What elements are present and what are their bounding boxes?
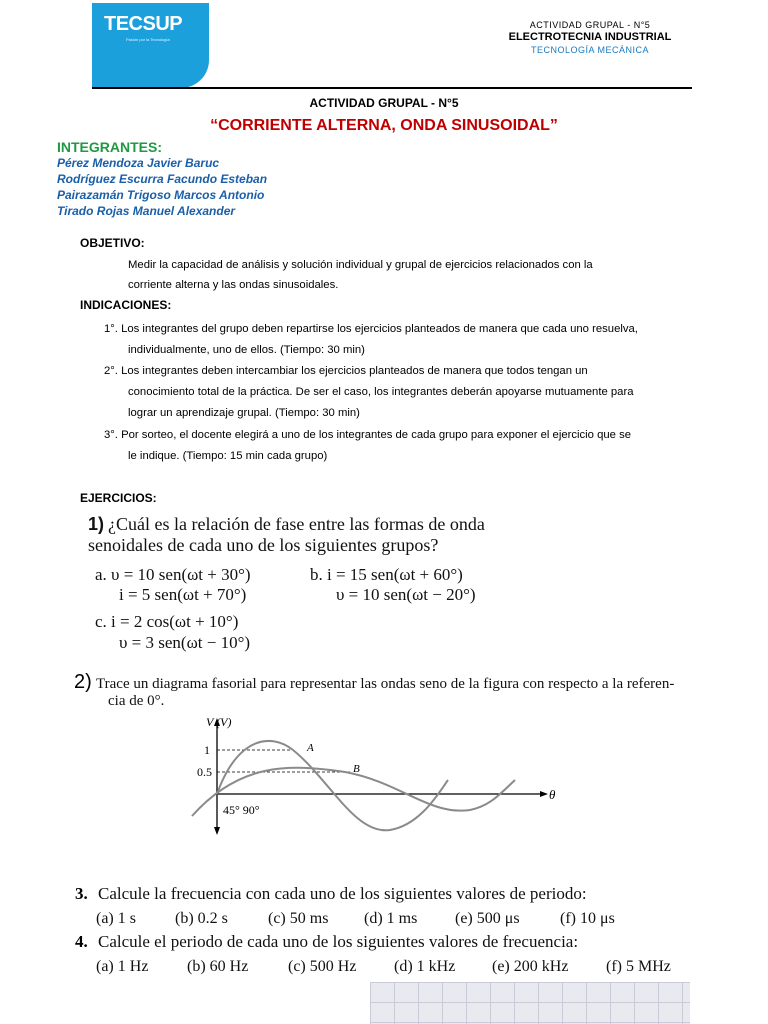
- exercise-4-item: (f) 5 MHz: [606, 958, 671, 975]
- exercise-4-number: 4.: [75, 932, 88, 951]
- objective-heading: OBJETIVO:: [80, 236, 145, 250]
- exercise-1-number: 1): [88, 514, 105, 534]
- instructions-heading: INDICACIONES:: [80, 298, 172, 312]
- tecsup-logo: [92, 3, 209, 88]
- exercise-1c-v: υ = 3 sen(ωt − 10°): [119, 633, 251, 652]
- angle-labels: 45° 90°: [223, 803, 260, 817]
- tick-1-label: 1: [204, 743, 210, 757]
- logo-text: TECSUP: [104, 13, 183, 35]
- instruction-line: le indique. (Tiempo: 15 min cada grupo): [128, 450, 328, 462]
- theta-label: θ: [549, 787, 556, 802]
- sine-wave-figure: [180, 710, 580, 845]
- instruction-line: lograr un aprendizaje grupal. (Tiempo: 30 min): [128, 407, 360, 419]
- y-axis-arrow-down: [214, 827, 220, 835]
- header-course: ELECTROTECNIA INDUSTRIAL: [508, 31, 672, 43]
- exercise-1c-i: c. i = 2 cos(ωt + 10°): [95, 612, 239, 631]
- exercise-1b-v: υ = 10 sen(ωt − 20°): [336, 585, 476, 604]
- exercise-4-item: (e) 200 kHz: [492, 958, 569, 975]
- activity-title: ACTIVIDAD GRUPAL - N°5: [309, 96, 459, 110]
- wave-a-label: A: [307, 742, 314, 754]
- exercise-1b-i: b. i = 15 sen(ωt + 60°): [310, 565, 463, 584]
- exercises-heading: EJERCICIOS:: [80, 491, 157, 505]
- exercise-4-item: (b) 60 Hz: [187, 958, 249, 975]
- objective-line: Medir la capacidad de análisis y solución individual y grupal de ejercicios relacionados con la: [128, 259, 593, 271]
- exercise-4-item: (c) 500 Hz: [288, 958, 357, 975]
- tick-05-label: 0.5: [197, 765, 212, 779]
- wave-b-label: B: [353, 763, 360, 775]
- exercise-1-text: ¿Cuál es la relación de fase entre las formas de onda: [108, 514, 485, 534]
- exercise-2-text: cia de 0°.: [108, 693, 165, 709]
- instruction-line: 1°. Los integrantes del grupo deben repartirse los ejercicios planteados de manera que cada uno resuelva,: [104, 323, 638, 335]
- instruction-line: 2°. Los integrantes deben intercambiar los ejercicios planteados de manera que todos tengan un: [104, 365, 588, 377]
- exercise-1-text: senoidales de cada uno de los siguientes grupos?: [88, 535, 439, 555]
- members-heading: INTEGRANTES:: [57, 139, 162, 155]
- exercise-3-item: (c) 50 ms: [268, 910, 329, 927]
- member-name: Tirado Rojas Manuel Alexander: [57, 204, 236, 218]
- exercise-3-item: (e) 500 μs: [455, 910, 520, 927]
- member-name: Pairazamán Trigoso Marcos Antonio: [57, 188, 265, 202]
- instruction-line: individualmente, uno de ellos. (Tiempo: 30 min): [128, 344, 365, 356]
- exercise-1a-v: a. υ = 10 sen(ωt + 30°): [95, 565, 251, 584]
- logo-subtitle: Pasión por la Tecnología: [126, 37, 170, 42]
- header-info: [490, 20, 690, 55]
- topic-title: “CORRIENTE ALTERNA, ONDA SINUSOIDAL”: [210, 117, 558, 134]
- member-name: Pérez Mendoza Javier Baruc: [57, 156, 220, 170]
- objective-line: corriente alterna y las ondas sinusoidales.: [128, 279, 339, 291]
- member-name: Rodríguez Escurra Facundo Esteban: [57, 172, 268, 186]
- exercise-3-item: (d) 1 ms: [364, 910, 418, 927]
- y-axis-label: V (V): [206, 715, 232, 729]
- exercise-1a-i: i = 5 sen(ωt + 70°): [119, 585, 247, 604]
- exercise-3-number: 3.: [75, 884, 88, 903]
- exercise-2-text: Trace un diagrama fasorial para representar las ondas seno de la figura con respecto a la referen-: [96, 676, 675, 692]
- x-axis-arrow: [540, 791, 548, 797]
- header-divider: [92, 87, 692, 89]
- exercise-3-item: (a) 1 s: [96, 910, 136, 927]
- exercise-3-item: (b) 0.2 s: [175, 910, 228, 927]
- exercise-3-text: Calcule la frecuencia con cada uno de los siguientes valores de periodo:: [98, 884, 587, 903]
- exercise-4-item: (d) 1 kHz: [394, 958, 456, 975]
- grid-paper-image: [370, 982, 690, 1024]
- instruction-line: 3°. Por sorteo, el docente elegirá a uno de los integrantes de cada grupo para exponer el ejercicio que se: [104, 429, 632, 441]
- exercise-4-text: Calcule el periodo de cada uno de los siguientes valores de frecuencia:: [98, 932, 579, 951]
- header-activity: ACTIVIDAD GRUPAL - N°5: [529, 20, 651, 30]
- exercise-3-item: (f) 10 μs: [560, 910, 615, 927]
- exercise-2-number: 2): [74, 671, 92, 693]
- header-program: TECNOLOGÍA MECÁNICA: [530, 45, 650, 55]
- instruction-line: conocimiento total de la práctica. De ser el caso, los integrantes deberán apoyarse mutuamente para: [128, 386, 634, 398]
- exercise-4-item: (a) 1 Hz: [96, 958, 149, 975]
